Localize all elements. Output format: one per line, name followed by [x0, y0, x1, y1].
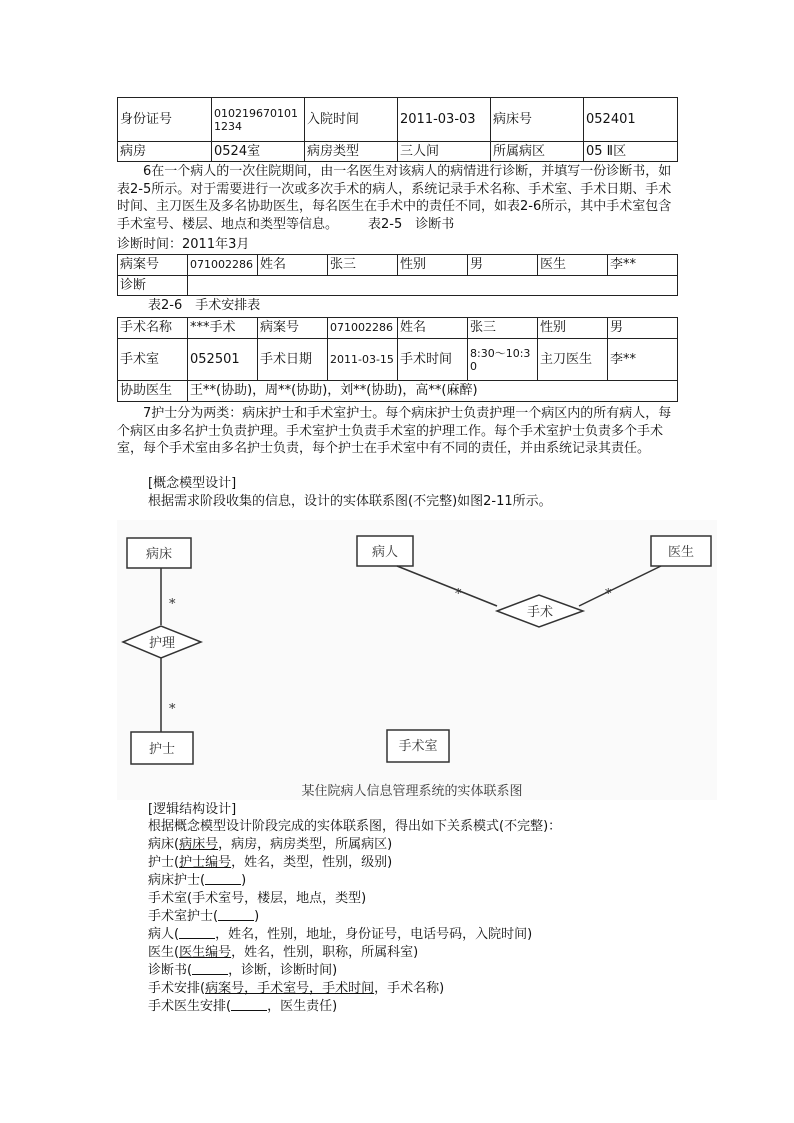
- schema-key: 病案号，手术室号，手术时间: [205, 981, 375, 996]
- schema-name: 护士(: [148, 855, 180, 870]
- cardinality-star: *: [169, 597, 176, 612]
- table-cell: 病床号: [491, 98, 584, 142]
- table-cell: 张三: [328, 255, 398, 276]
- table26-caption: 表2-6 手术安排表: [148, 298, 261, 313]
- concept-text: 根据需求阶段收集的信息，设计的实体联系图(不完整)如图2-11所示。: [148, 494, 552, 509]
- cardinality-star: *: [455, 587, 462, 602]
- table-cell: 手术时间: [398, 339, 468, 381]
- table-cell: 05 Ⅱ区: [584, 142, 678, 162]
- schema-name: 手术医生安排(: [148, 999, 232, 1014]
- cardinality-star: *: [605, 587, 612, 602]
- table-cell: 男: [468, 255, 538, 276]
- table-row: [118, 381, 678, 402]
- schema-key: 病床号: [179, 837, 219, 852]
- schema-name: 手术室护士(: [148, 909, 219, 924]
- patient-info-table: [117, 97, 678, 162]
- table-cell: 主刀医生: [538, 339, 608, 381]
- answer-blank[interactable]: [179, 926, 215, 939]
- table-cell: 2011-03-03: [398, 98, 491, 142]
- schema-patient: [148, 926, 532, 943]
- table-cell: 李**: [608, 339, 678, 381]
- schema-name: 医生(: [148, 945, 180, 960]
- schema-attributes: ，姓名，类型，性别，级别): [231, 855, 393, 870]
- table-cell: 病房类型: [305, 142, 398, 162]
- table-cell: 071002286: [188, 255, 258, 276]
- diagnosis-table: [117, 254, 678, 296]
- table-cell: 手术室: [118, 339, 188, 381]
- table-cell: 王**(协助)，周**(协助)，刘**(协助)，高**(麻醉): [188, 381, 678, 402]
- schema-surgery-doctor: [148, 998, 337, 1015]
- relation-care-label: 护理: [148, 636, 176, 651]
- schema-attributes: ): [241, 873, 247, 888]
- relation-surgery-label: 手术: [526, 605, 554, 620]
- table-row: [118, 255, 678, 276]
- diagram-caption: 某住院病人信息管理系统的实体联系图: [301, 784, 523, 799]
- paragraph-text: 6在一个病人的一次住院期间，由一名医生对该病人的病情进行诊断，并填写一份诊断书，如表2-5所示。对于需要进行一次或多次手术的病人，系统记录手术名称、手术室、手术日期、手术时间、主刀医生及多名协助医生，每名医生在手术中的责任不同，如表2-6所示，其中手术室包含手术室号、楼层、地点和类型等信息。: [117, 164, 672, 232]
- schema-name: 病人(: [148, 927, 180, 942]
- table-cell: 男: [608, 318, 678, 339]
- table-cell: 病案号: [118, 255, 188, 276]
- schema-or-room: 手术室(手术室号，楼层，地点，类型): [148, 891, 367, 906]
- requirement-paragraph-7: 7护士分为两类：病床护士和手术室护士。每个病床护士负责护理一个病区内的所有病人，每个病区由多名护士负责护理。手术室护士负责手术室的护理工作。每个手术室护士负责多个手术室，每个手术室由多名护士负责，每个护士在手术室中有不同的责任，并由系统记录其责任。: [117, 406, 672, 456]
- schema-attributes: ，诊断，诊断时间): [228, 963, 338, 978]
- entity-patient-label: 病人: [371, 545, 399, 560]
- schema-nurse: [148, 854, 392, 871]
- schema-attributes: ，手术名称): [374, 981, 445, 996]
- table-cell: 071002286: [328, 318, 398, 339]
- table-row: [118, 276, 678, 296]
- schema-attributes: ，姓名，性别，地址，身份证号，电话号码，入院时间): [215, 927, 533, 942]
- table25-caption: 表2-5 诊断书: [368, 216, 455, 232]
- logic-intro: 根据概念模型设计阶段完成的实体联系图，得出如下关系模式(不完整)：: [148, 819, 562, 834]
- table-cell: 诊断: [118, 276, 188, 296]
- entity-nurse-label: 护士: [148, 742, 176, 757]
- table-cell: 病房: [118, 142, 212, 162]
- table-cell: 所属病区: [491, 142, 584, 162]
- schema-name: 诊断书(: [148, 963, 193, 978]
- table-cell: 身份证号: [118, 98, 212, 142]
- cardinality-star: *: [169, 702, 176, 717]
- diagnosis-time: 诊断时间：2011年3月: [117, 237, 250, 252]
- table-cell: 052401: [584, 98, 678, 142]
- table-cell: [188, 276, 678, 296]
- answer-blank[interactable]: [231, 998, 267, 1011]
- answer-blank[interactable]: [205, 872, 241, 885]
- answer-blank[interactable]: [192, 962, 228, 975]
- schema-diagnosis: [148, 962, 337, 979]
- schema-surgery: [148, 980, 444, 997]
- table-row: [118, 142, 678, 162]
- schema-name: 手术安排(: [148, 981, 206, 996]
- table-cell: 052501: [188, 339, 258, 381]
- table-cell: 姓名: [258, 255, 328, 276]
- table-cell: 医生: [538, 255, 608, 276]
- schema-attributes: ，医生责任): [267, 999, 338, 1014]
- table-cell: 8:30～10:30: [468, 339, 538, 381]
- table-cell: 协助医生: [118, 381, 188, 402]
- schema-attributes: ): [254, 909, 260, 924]
- table-cell: 入院时间: [305, 98, 398, 142]
- table-cell: 0524室: [212, 142, 305, 162]
- schema-attributes: ，病房，病房类型，所属病区): [218, 837, 393, 852]
- table-cell: 三人间: [398, 142, 491, 162]
- table-row: [118, 318, 678, 339]
- table-cell: 0102196701011234: [212, 98, 305, 142]
- schema-or-nurse: [148, 908, 259, 925]
- table-cell: 病案号: [258, 318, 328, 339]
- requirement-paragraph-6: [117, 163, 677, 233]
- schema-bed-nurse: [148, 872, 246, 889]
- table-cell: 2011-03-15: [328, 339, 398, 381]
- schema-doctor: [148, 944, 418, 961]
- table-cell: 性别: [398, 255, 468, 276]
- table-cell: ***手术: [188, 318, 258, 339]
- schema-attributes: ，姓名，性别，职称，所属科室): [231, 945, 419, 960]
- logic-heading: [逻辑结构设计]: [148, 802, 237, 817]
- table-cell: 李**: [608, 255, 678, 276]
- schema-bed: [148, 836, 392, 853]
- concept-heading: [概念模型设计]: [148, 476, 237, 491]
- table-cell: 手术名称: [118, 318, 188, 339]
- schema-name: 病床护士(: [148, 873, 206, 888]
- answer-blank[interactable]: [218, 908, 254, 921]
- table-row: [118, 339, 678, 381]
- table-row: [118, 98, 678, 142]
- schema-name: 病床(: [148, 837, 180, 852]
- entity-or-room-label: 手术室: [398, 739, 438, 754]
- table-cell: 手术日期: [258, 339, 328, 381]
- entity-bed-label: 病床: [145, 547, 173, 562]
- table-cell: 姓名: [398, 318, 468, 339]
- surgery-table: [117, 317, 678, 402]
- table-cell: 张三: [468, 318, 538, 339]
- entity-doctor-label: 医生: [667, 545, 695, 560]
- er-diagram: [117, 520, 717, 800]
- schema-key: 护士编号: [179, 855, 232, 870]
- table-cell: 性别: [538, 318, 608, 339]
- schema-key: 医生编号: [179, 945, 232, 960]
